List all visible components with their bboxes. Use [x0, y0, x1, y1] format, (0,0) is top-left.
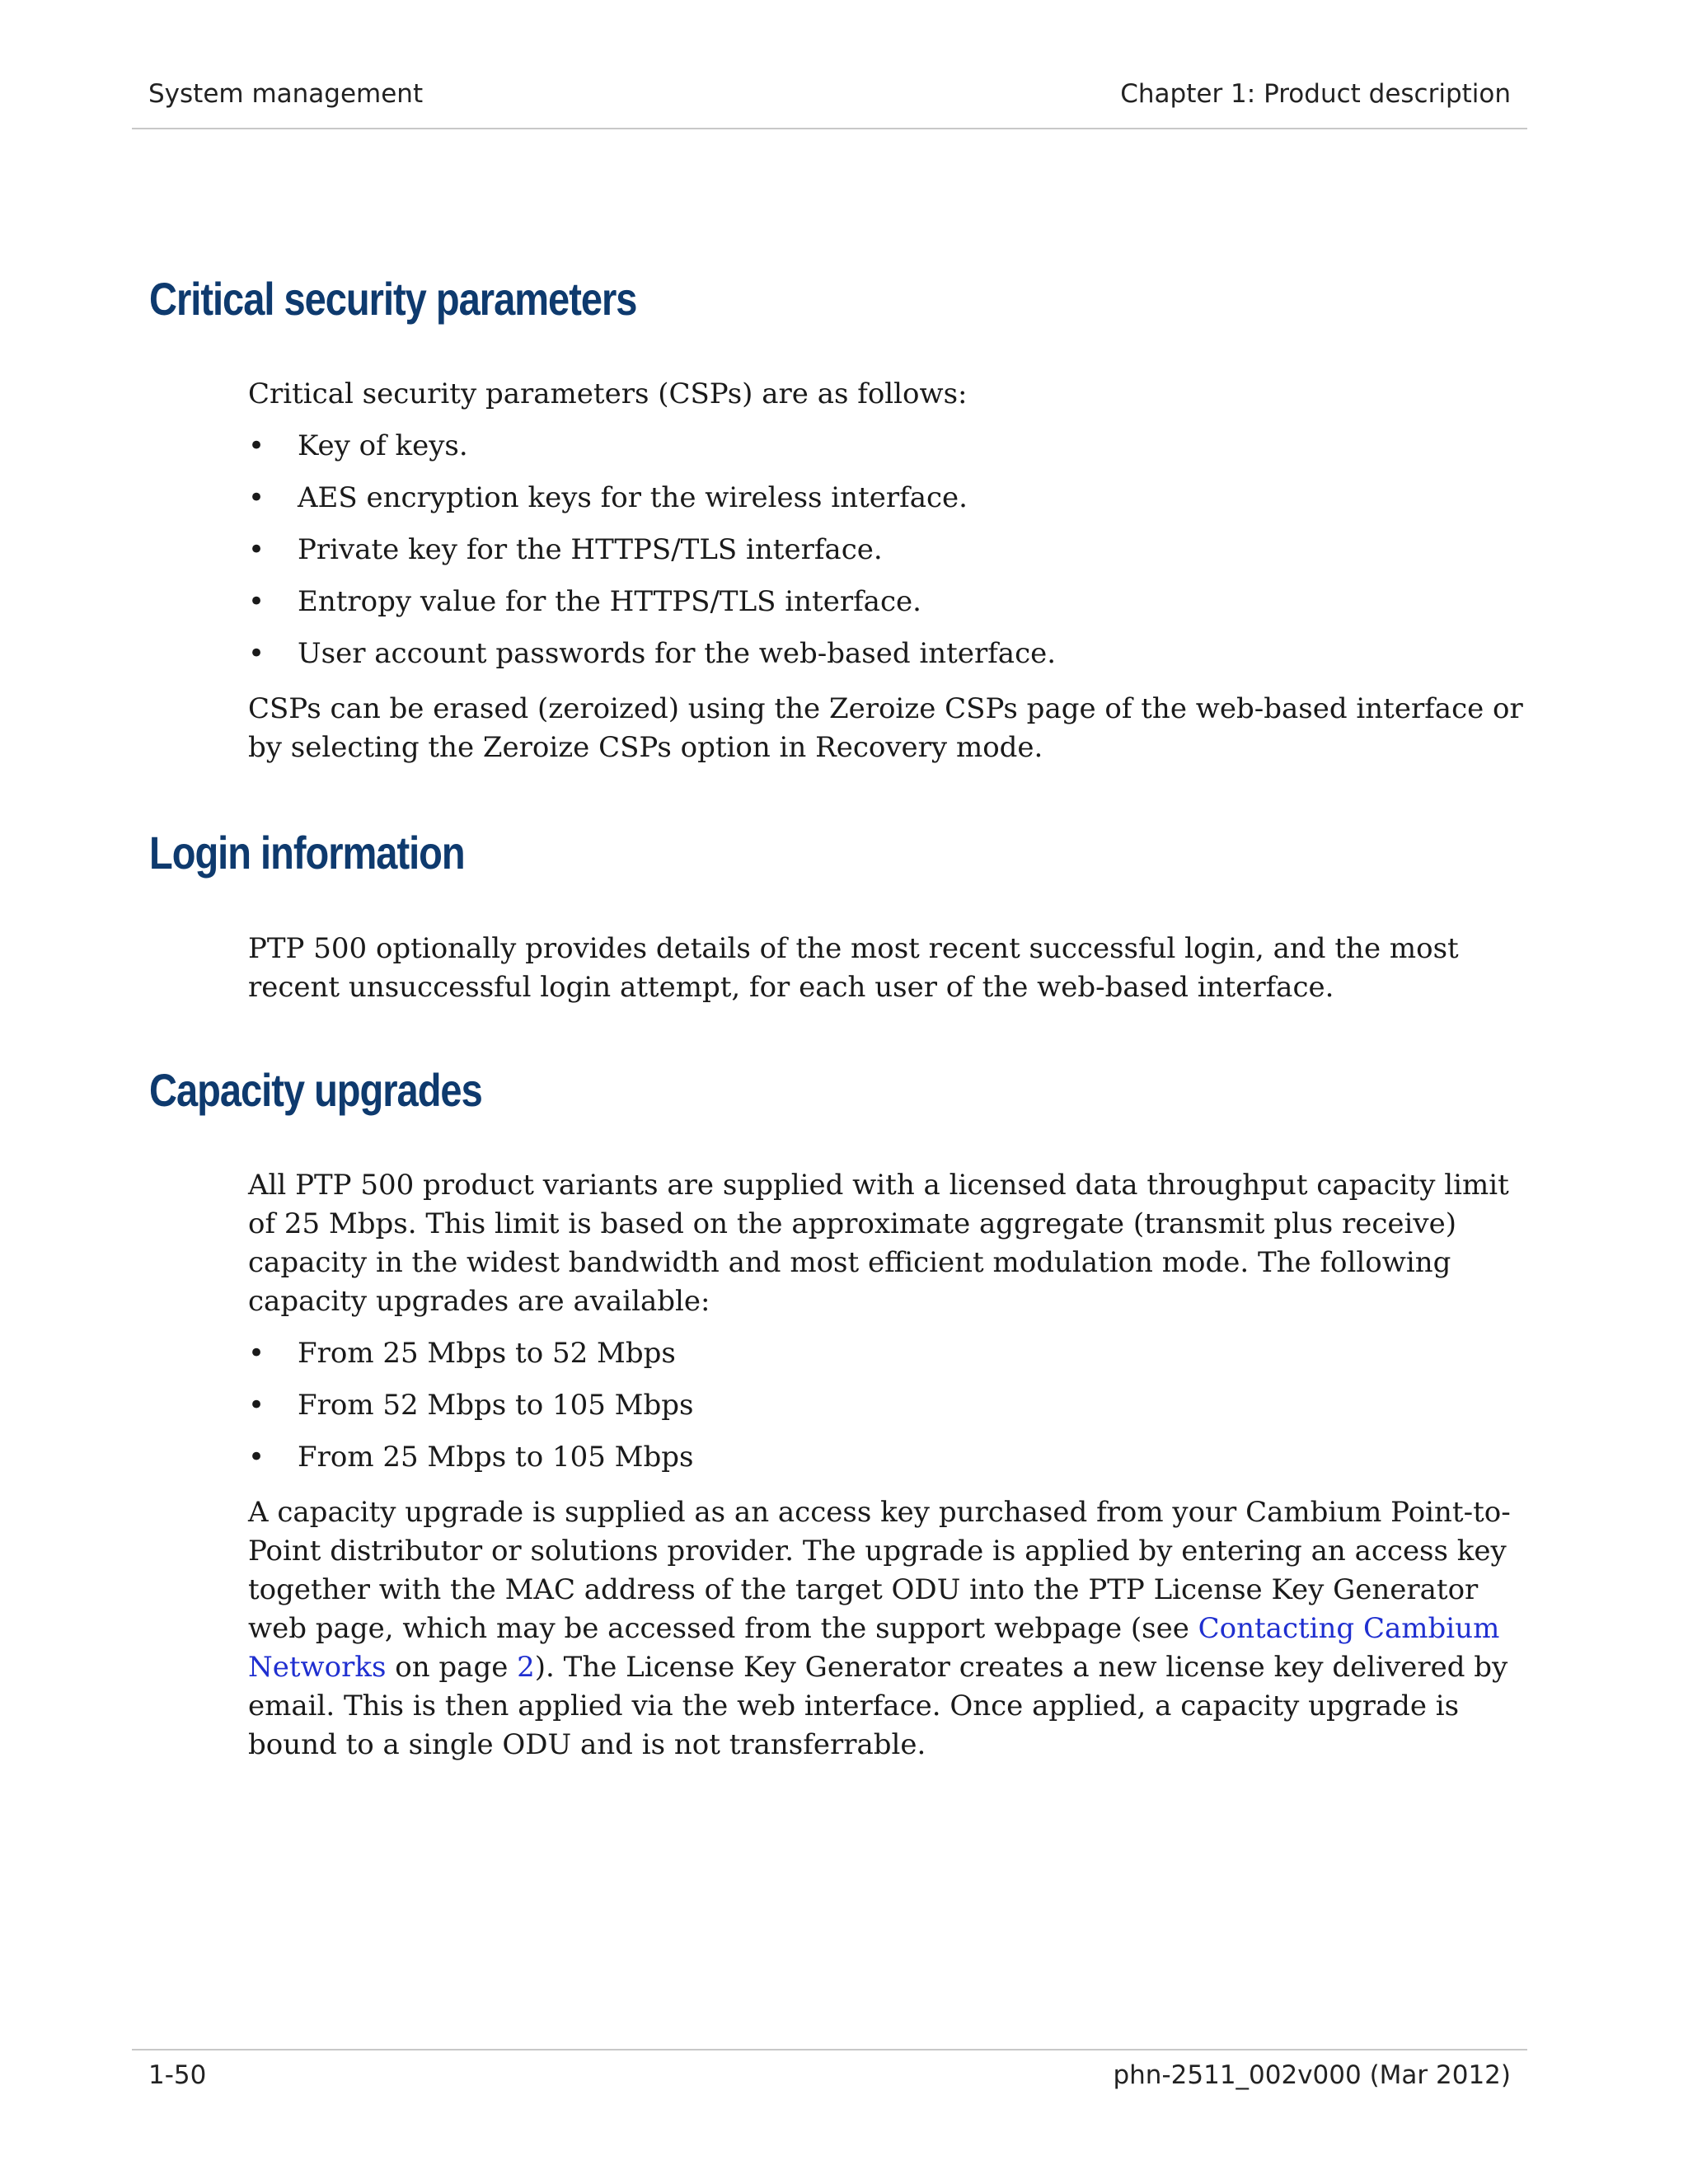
footer-document-id: phn-2511_002v000 (Mar 2012)	[1113, 2060, 1511, 2090]
list-item	[248, 1386, 1530, 1425]
bullet-icon: •	[248, 1337, 265, 1370]
list-item	[248, 635, 1530, 673]
list-item-text: Entropy value for the HTTPS/TLS interface.	[298, 585, 921, 618]
footer-page-number: 1-50	[148, 2060, 207, 2090]
bullet-icon: •	[248, 1389, 265, 1422]
capacity-text-part2: on page	[386, 1651, 518, 1684]
list-item	[248, 1438, 1530, 1477]
bullet-icon: •	[248, 429, 265, 462]
heading-capacity-upgrades: Capacity upgrades	[149, 1064, 482, 1116]
list-item-text: From 52 Mbps to 105 Mbps	[298, 1389, 694, 1422]
bullet-icon: •	[248, 585, 265, 618]
page-footer	[132, 2049, 1527, 2108]
list-item	[248, 427, 1530, 466]
heading-login-information: Login information	[149, 827, 465, 879]
csp-bullet-list	[248, 427, 1530, 673]
list-item-text: AES encryption keys for the wireless interface.	[298, 481, 968, 514]
list-item	[248, 583, 1530, 621]
header-chapter-title: Chapter 1: Product description	[1120, 79, 1511, 109]
list-item-text: User account passwords for the web-based interface.	[298, 637, 1057, 670]
bullet-icon: •	[248, 1441, 265, 1474]
page-number-link[interactable]: 2	[517, 1651, 535, 1684]
section-capacity-body	[248, 1166, 1530, 1765]
list-item-text: From 25 Mbps to 52 Mbps	[298, 1337, 676, 1370]
login-text: PTP 500 optionally provides details of the most recent successful login, and the most recent unsuccessful login attempt, for each user of the web-based interface.	[248, 932, 1459, 1004]
section-csp-body	[248, 375, 1530, 767]
bullet-icon: •	[248, 481, 265, 514]
list-item	[248, 531, 1530, 569]
capacity-paragraph	[248, 1493, 1530, 1765]
bullet-icon: •	[248, 533, 265, 566]
bullet-icon: •	[248, 637, 265, 670]
heading-critical-security-parameters: Critical security parameters	[149, 273, 637, 325]
capacity-intro: All PTP 500 product variants are supplied with a licensed data throughput capacity limit of 25 Mbps. This limit is based on the approximate aggregate (transmit plus receive) capacity in the widest bandwidth and most efficient modulation mode. The following capacity upgrades are available:	[248, 1169, 1509, 1318]
contacting-cambium-link[interactable]: Contacting Cambium Networks	[248, 1612, 1500, 1684]
csp-intro: Critical security parameters (CSPs) are as follows:	[248, 377, 968, 410]
header-section-title: System management	[148, 79, 424, 109]
page-header	[132, 0, 1527, 129]
list-item	[248, 1334, 1530, 1373]
capacity-bullet-list	[248, 1334, 1530, 1477]
capacity-text-part3: ). The License Key Generator creates a new license key delivered by email. This is then applied via the web interface. Once applied, a capacity upgrade is bound to a single ODU and is not transferrable.	[248, 1651, 1508, 1761]
list-item-text: Private key for the HTTPS/TLS interface.	[298, 533, 883, 566]
list-item-text: Key of keys.	[298, 429, 468, 462]
csp-outro: CSPs can be erased (zeroized) using the Zeroize CSPs page of the web-based interface or by selecting the Zeroize CSPs option in Recovery mode.	[248, 692, 1523, 764]
list-item-text: From 25 Mbps to 105 Mbps	[298, 1441, 694, 1474]
section-login-body	[248, 930, 1530, 1007]
list-item	[248, 479, 1530, 518]
capacity-text-part1: A capacity upgrade is supplied as an access key purchased from your Cambium Point-to-Point distributor or solutions provider. The upgrade is applied by entering an access key together with the MAC address of the target ODU into the PTP License Key Generator web page, which may be accessed from the support webpage (see	[248, 1496, 1511, 1645]
